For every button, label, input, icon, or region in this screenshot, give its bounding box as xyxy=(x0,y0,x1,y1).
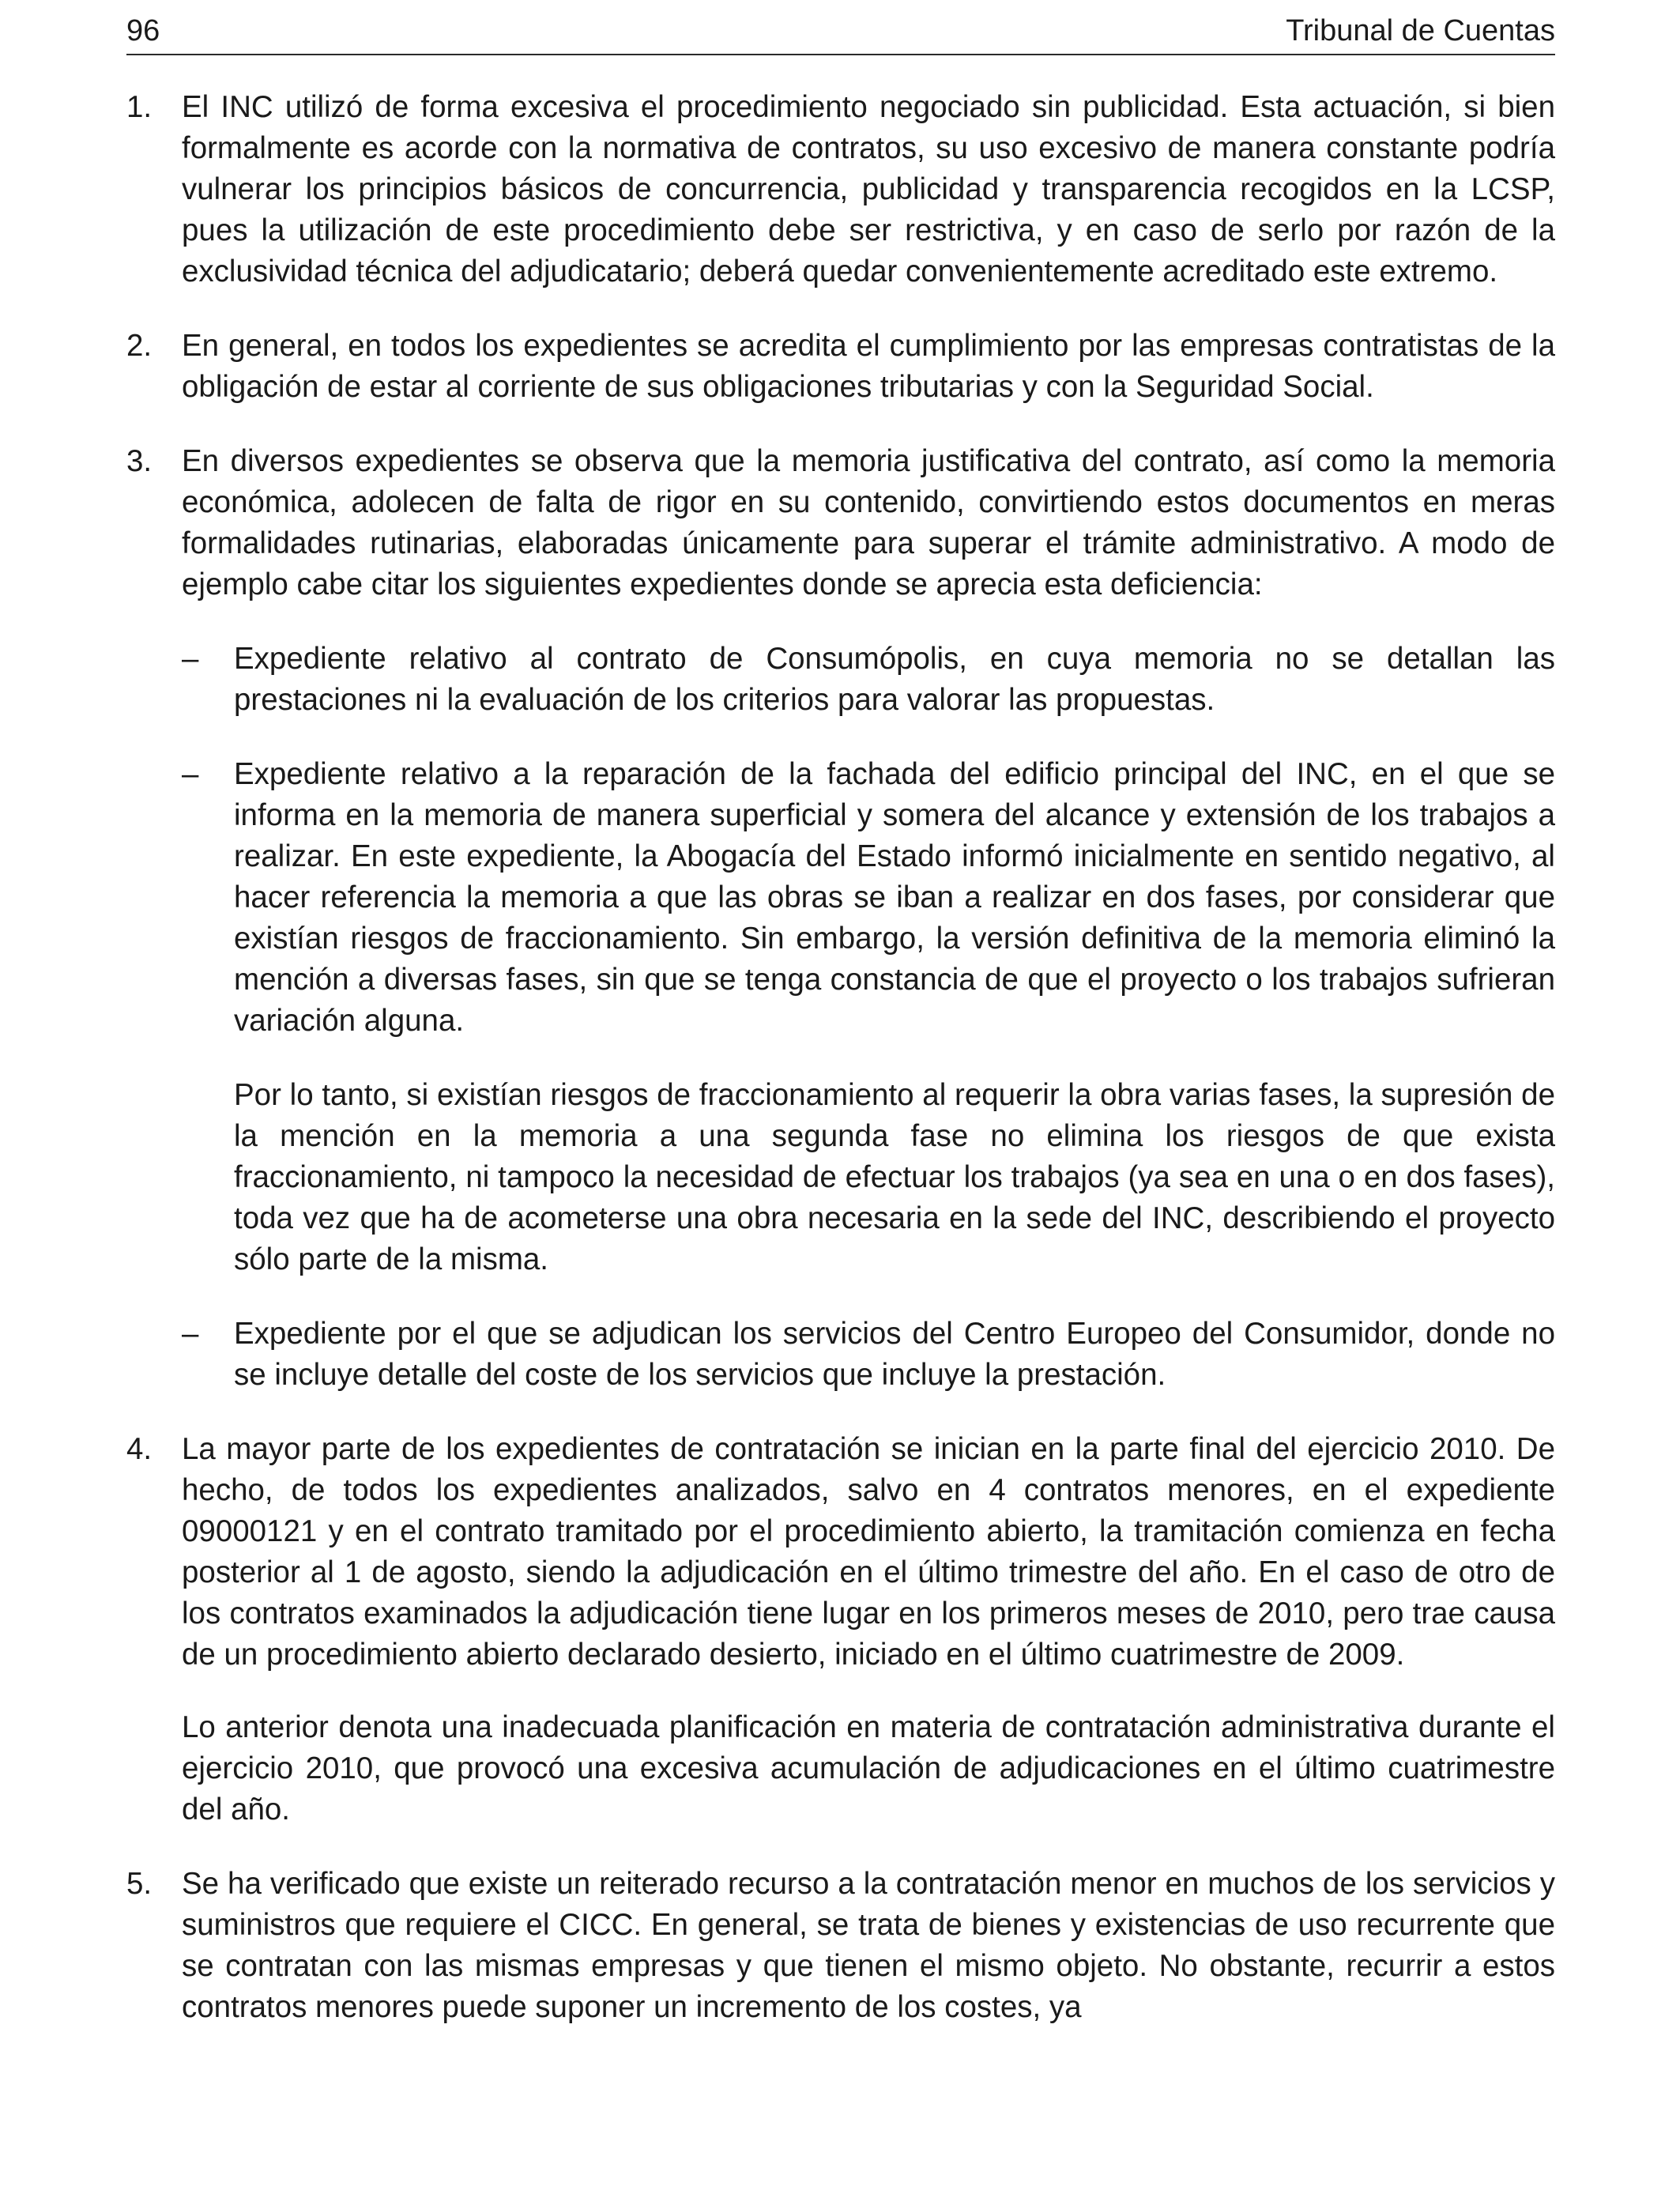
paragraph: Por lo tanto, si existían riesgos de fraccionamiento al requerir la obra varias fases, la supresión de la mención en la memoria a una segunda fase no elimina los riesgos de que exista fraccionamiento, ni tampoco la necesidad de efectuar los trabajos (ya sea en una o en dos fases), toda vez que ha de acometerse una obra necesaria en la sede del INC, describiendo el proyecto sólo parte de la misma. xyxy=(234,1078,1555,1276)
dash-item-2 xyxy=(182,754,1555,1280)
paragraph: El INC utilizó de forma excesiva el procedimiento negociado sin publicidad. Esta actuación, si bien formalmente es acorde con la normativa de contratos, su uso excesivo de manera constante podría vulnerar los principios básicos de concurrencia, publicidad y transparencia recogidos en la LCSP, pues la utilización de este procedimiento debe ser restrictiva, y en caso de serlo por razón de la exclusividad técnica del adjudicatario; deberá quedar convenientemente acreditado este extremo. xyxy=(182,90,1555,288)
numbered-item-1 xyxy=(126,87,1555,292)
item-number: 1. xyxy=(126,90,153,124)
item-number: 4. xyxy=(126,1432,153,1466)
dash-item-1 xyxy=(182,639,1555,721)
document-body xyxy=(126,87,1555,2028)
dash-bullet: – xyxy=(182,642,199,676)
item-number: 2. xyxy=(126,329,153,363)
dash-bullet: – xyxy=(182,757,199,791)
numbered-item-5 xyxy=(126,1864,1555,2028)
dash-bullet: – xyxy=(182,1317,199,1351)
paragraph: Expediente relativo al contrato de Consumópolis, en cuya memoria no se detallan las prestaciones ni la evaluación de los criterios para valorar las propuestas. xyxy=(234,642,1555,717)
paragraph: Se ha verificado que existe un reiterado recurso a la contratación menor en muchos de los servicios y suministros que requiere el CICC. En general, se trata de bienes y existencias de uso recurrente que se contratan con las mismas empresas y que tienen el mismo objeto. No obstante, recurrir a estos contratos menores puede suponer un incremento de los costes, ya xyxy=(182,1867,1555,2024)
numbered-item-3 xyxy=(126,441,1555,1396)
paragraph: En general, en todos los expedientes se acredita el cumplimiento por las empresas contratistas de la obligación de estar al corriente de sus obligaciones tributarias y con la Seguridad Social. xyxy=(182,329,1555,404)
page-header xyxy=(126,9,1555,55)
paragraph: En diversos expedientes se observa que la memoria justificativa del contrato, así como la memoria económica, adolecen de falta de rigor en su contenido, convirtiendo estos documentos en meras formalidades rutinarias, elaboradas únicamente para superar el trámite administrativo. A modo de ejemplo cabe citar los siguientes expedientes donde se aprecia esta deficiencia: xyxy=(182,444,1555,601)
paragraph: Expediente por el que se adjudican los servicios del Centro Europeo del Consumidor, donde no se incluye detalle del coste de los servicios que incluye la prestación. xyxy=(234,1317,1555,1392)
dash-item-3 xyxy=(182,1314,1555,1396)
paragraph: Lo anterior denota una inadecuada planificación en materia de contratación administrativa durante el ejercicio 2010, que provocó una excesiva acumulación de adjudicaciones en el último cuatrimestre del año. xyxy=(182,1710,1555,1826)
page-number: 96 xyxy=(126,14,160,47)
running-title: Tribunal de Cuentas xyxy=(1286,14,1555,47)
paragraph: La mayor parte de los expedientes de contratación se inician en la parte final del ejercicio 2010. De hecho, de todos los expedientes analizados, salvo en 4 contratos menores, en el expediente 09000121 y en el contrato tramitado por el procedimiento abierto, la tramitación comienza en fecha posterior al 1 de agosto, siendo la adjudicación en el último trimestre del año. En el caso de otro de los contratos examinados la adjudicación tiene lugar en los primeros meses de 2010, pero trae causa de un procedimiento abierto declarado desierto, iniciado en el último cuatrimestre de 2009. xyxy=(182,1432,1555,1672)
item-number: 3. xyxy=(126,444,153,478)
paragraph: Expediente relativo a la reparación de la fachada del edificio principal del INC, en el que se informa en la memoria de manera superficial y somera del alcance y extensión de los trabajos a realizar. En este expediente, la Abogacía del Estado informó inicialmente en sentido negativo, al hacer referencia la memoria a que las obras se iban a realizar en dos fases, por considerar que existían riesgos de fraccionamiento. Sin embargo, la versión definitiva de la memoria eliminó la mención a diversas fases, sin que se tenga constancia de que el proyecto o los trabajos sufrieran variación alguna. xyxy=(234,757,1555,1038)
item-number: 5. xyxy=(126,1867,153,1901)
numbered-item-2 xyxy=(126,326,1555,408)
numbered-item-4 xyxy=(126,1429,1555,1830)
